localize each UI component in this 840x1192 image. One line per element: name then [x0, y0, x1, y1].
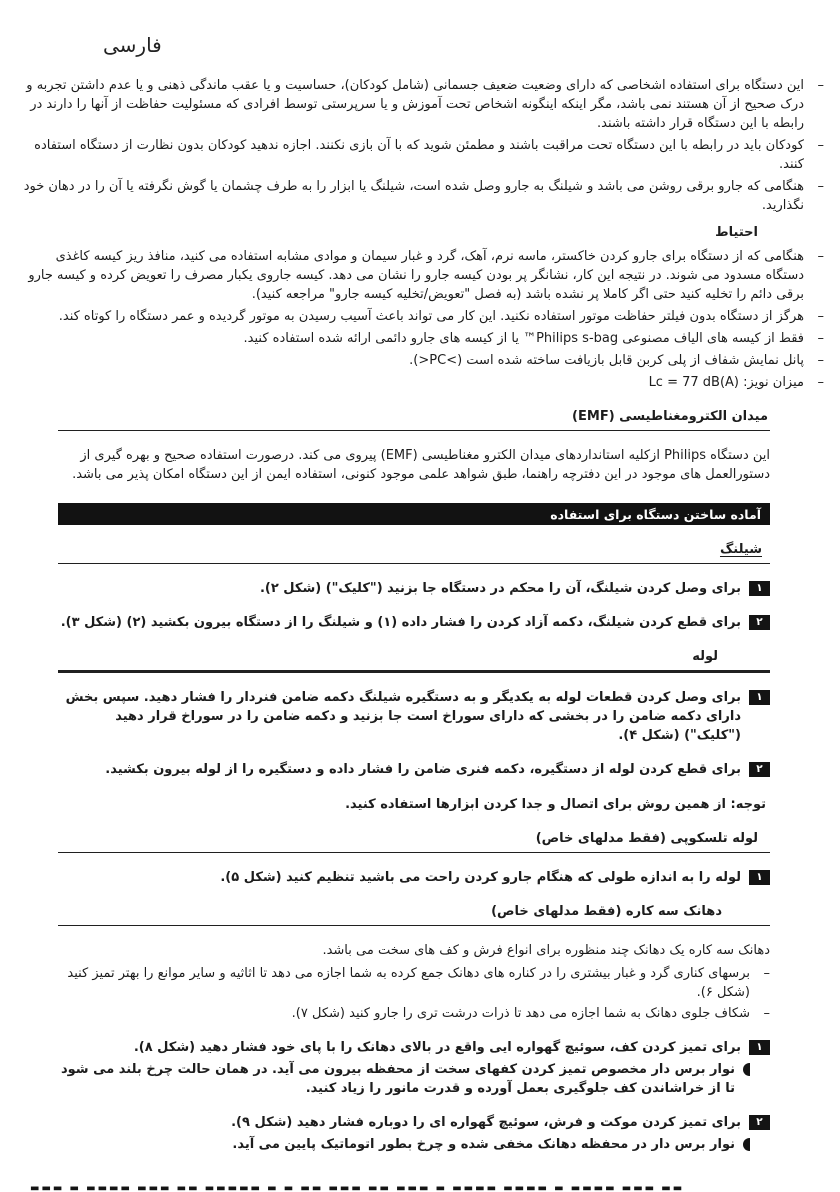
- step-text: برای وصل کردن قطعات لوله به یکدیگر و به دستگیره شیلنگ دکمه ضامن فنردار را فشار دهید. سپس بخش دارای دکمه ضامن را در بخشی که دارای سوراخ است جا بزنید و دکمه ضامن را در سوراخ قرار دهید ("کلیک") (شکل ۴).: [65, 690, 741, 743]
- step-number-badge: ۱: [749, 870, 770, 885]
- page-title: فارسی: [103, 33, 162, 57]
- hose-heading: شیلنگ: [719, 542, 762, 557]
- instruction-step: [58, 868, 770, 887]
- list-item: [16, 177, 824, 215]
- step-number-badge: ۲: [749, 762, 770, 777]
- substep-text: نوار برس دار در محفظه دهانک مخفی شده و چرخ بطور اتوماتیک پایین می آید.: [232, 1137, 735, 1152]
- instruction-step: [58, 579, 770, 598]
- emf-paragraph: این دستگاه Philips ازکلیه استانداردهای میدان الکترو مغناطیسی (EMF) پیروی می کند. درصورت استفاده صحیح و بهره گیری از دستورالعمل های موجود در این دفترچه راهنما، طبق شواهد علمی موجود کنونی، استفاده ایمن از این دستگاه امکان پذیر می باشد.: [72, 448, 770, 482]
- list-item: [16, 307, 824, 326]
- divider: [58, 670, 770, 673]
- bullet-text: هنگامی که جارو برقی روشن می باشد و شیلنگ به جارو وصل شده است، شیلنگ یا ابزار را به طرف چشمان یا گوش نگرفته یا آن را در دهان خود نگذارید.: [23, 179, 804, 213]
- list-item: [58, 964, 770, 1002]
- instruction-step: [58, 1113, 770, 1132]
- step-text: برای وصل کردن شیلنگ، آن را محکم در دستگاه جا بزنید ("کلیک") (شکل ۲).: [259, 581, 741, 596]
- divider: [58, 430, 770, 431]
- dash-bullet-icon: –: [817, 249, 824, 264]
- list-item: [16, 247, 824, 304]
- bullet-text: فقط از کیسه های الیاف مصنوعی Philips s-bag™ یا از کیسه های جارو دائمی ارائه شده استفاده کنید.: [243, 331, 804, 346]
- step-result: [58, 1135, 750, 1154]
- bullet-text: پانل نمایش شفاف از پلی کربن قابل بازیافت ساخته شده است (>PC<).: [409, 353, 804, 368]
- divider: [58, 563, 770, 564]
- list-item: [58, 1004, 770, 1023]
- dash-bullet-icon: –: [817, 78, 824, 93]
- list-item: [16, 76, 824, 133]
- dash-bullet-icon: –: [817, 179, 824, 194]
- step-text: برای تمیز کردن کف، سوئیچ گهواره ایی واقع در بالای دهانک را با پای خود فشار دهید (شکل ۸).: [133, 1040, 741, 1055]
- step-text: لوله را به اندازه طولی که هنگام جارو کردن راحت می باشید تنظیم کنید (شکل ۵).: [220, 870, 741, 885]
- nozzle-feature-list: [58, 964, 770, 1023]
- instruction-step: [58, 760, 770, 779]
- section-bar: [58, 503, 770, 525]
- step-number-badge: ۲: [749, 1115, 770, 1130]
- substep-text: نوار برس دار مخصوص تمیز کردن کفهای سخت از محفظه بیرون می آید. در همان حالت چرخ بلند می شود تا از خراشاندن کف جلوگیری بعمل آورده و قدرت مانور را زیاد کنید.: [60, 1062, 735, 1096]
- divider: [58, 852, 770, 853]
- step-result: [58, 1060, 750, 1098]
- note-line: توجه: از همین روش برای اتصال و جدا کردن ابزارها استفاده کنید.: [345, 797, 766, 812]
- step-text: برای قطع کردن لوله از دستگیره، دکمه فنری ضامن را فشار داده و دستگیره را از لوله بیرون بکشید.: [105, 762, 741, 777]
- bullet-text: کودکان باید در رابطه با این دستگاه تحت مراقبت باشند و مطمئن شوید که با آن بازی نکنند. اجازه ندهید کودکان بدون نظارت از دستگاه استفاده کنند.: [34, 138, 804, 172]
- caution-heading: احتیاط: [715, 225, 758, 240]
- instruction-step: [58, 613, 770, 632]
- half-circle-bullet-icon: [743, 1063, 750, 1076]
- list-item: [16, 329, 824, 348]
- step-text: برای تمیز کردن موکت و فرش، سوئیچ گهواره ای را دوباره فشار دهید (شکل ۹).: [231, 1115, 741, 1130]
- list-item: [16, 136, 824, 174]
- instruction-step: [58, 688, 770, 745]
- bullet-text: برسهای کناری گرد و غبار بیشتری را در کناره های دهانک جمع کرده به شما اجازه می دهد تا اثاثیه و سایر موانع را بهتر تمیز کنید (شکل ۶).: [67, 966, 750, 1000]
- bullet-text: میزان نویز: Lc = 77 dB(A): [648, 375, 804, 390]
- tube-heading: لوله: [692, 649, 718, 664]
- dash-bullet-icon: –: [763, 966, 770, 981]
- list-item: [16, 351, 824, 370]
- cutoff-text-line: [30, 1183, 798, 1191]
- dash-bullet-icon: –: [817, 309, 824, 324]
- telescopic-heading: لوله تلسکوپی (فقط مدلهای خاص): [535, 831, 758, 846]
- dash-bullet-icon: –: [817, 353, 824, 368]
- bullet-text: این دستگاه برای استفاده اشخاصی که دارای وضعیت ضعیف جسمانی (شامل کودکان)، حساسیت و یا عقب ماندگی ذهنی و یا عدم داشتن تجربه و درک صحیح از آن هستند نمی باشد، مگر اینکه اینگونه اشخاص تحت آموزش و یا سرپرستی توسط افرادی که مسئولیت حفاظت از آنها را دارند در رابطه با این دستگاه قرار داشته باشند.: [26, 78, 804, 131]
- step-number-badge: ۱: [749, 690, 770, 705]
- step-number-badge: ۱: [749, 1040, 770, 1055]
- dash-bullet-icon: –: [763, 1006, 770, 1021]
- step-number-badge: ۱: [749, 581, 770, 596]
- section-bar-title: آماده ساختن دستگاه برای استفاده: [550, 506, 761, 522]
- emf-heading: میدان الکترومغناطیسی (EMF): [572, 409, 768, 424]
- dash-bullet-icon: –: [817, 375, 824, 390]
- nozzle-heading: دهانک سه کاره (فقط مدلهای خاص): [491, 904, 722, 919]
- instruction-step: [58, 1038, 770, 1057]
- intro-warning-list: [16, 76, 824, 215]
- divider: [58, 925, 770, 926]
- step-text: برای قطع کردن شیلنگ، دکمه آزاد کردن را فشار داده (۱) و شیلنگ را از دستگاه بیرون بکشید (۲) (شکل ۳).: [60, 615, 741, 630]
- list-item: [16, 373, 824, 392]
- page-content: [23, 76, 824, 1154]
- half-circle-bullet-icon: [743, 1138, 750, 1151]
- dash-bullet-icon: –: [817, 331, 824, 346]
- bullet-text: هرگز از دستگاه بدون فیلتر حفاظت موتور استفاده نکنید. این کار می تواند باعث آسیب رسیدن به موتور گردیده و عمر دستگاه را کوتاه کند.: [58, 309, 804, 324]
- nozzle-intro: دهانک سه کاره یک دهانک چند منظوره برای انواع فرش و کف های سخت می باشد.: [322, 943, 770, 958]
- bullet-text: شکاف جلوی دهانک به شما اجازه می دهد تا ذرات درشت تری را جارو کنید (شکل ۷).: [291, 1006, 750, 1021]
- dash-bullet-icon: –: [817, 138, 824, 153]
- cutoff-fragments: ▬▬▬ ▬ ▬▬▬▬ ▬▬▬ ▬▬ ▬▬▬▬▬ ▬ ▬ ▬▬ ▬▬▬ ▬▬ ▬▬▬ ▬ ▬▬▬▬ ▬▬▬▬ ▬ ▬▬▬▬ ▬▬▬ ▬▬: [30, 1183, 685, 1191]
- bullet-text: هنگامی که از دستگاه برای جارو کردن خاکستر، ماسه نرم، آهک، گرد و غبار سیمان و موادی مشابه استفاده می کنید، منافذ ریز کیسه کاغذی دستگاه مسدود می شوند. در نتیجه این کار، نشانگر پر بودن کیسه جارو را نشان می دهد. کیسه جاروی یکبار مصرف را تعویض کرده و کیسه جارو برقی دائم را تخلیه کنید حتی اگر کاملا پر نشده باشد (به فصل "تعویض/تخلیه کیسه جارو" مراجعه کنید).: [28, 249, 804, 302]
- step-number-badge: ۲: [749, 615, 770, 630]
- caution-list: [16, 247, 824, 392]
